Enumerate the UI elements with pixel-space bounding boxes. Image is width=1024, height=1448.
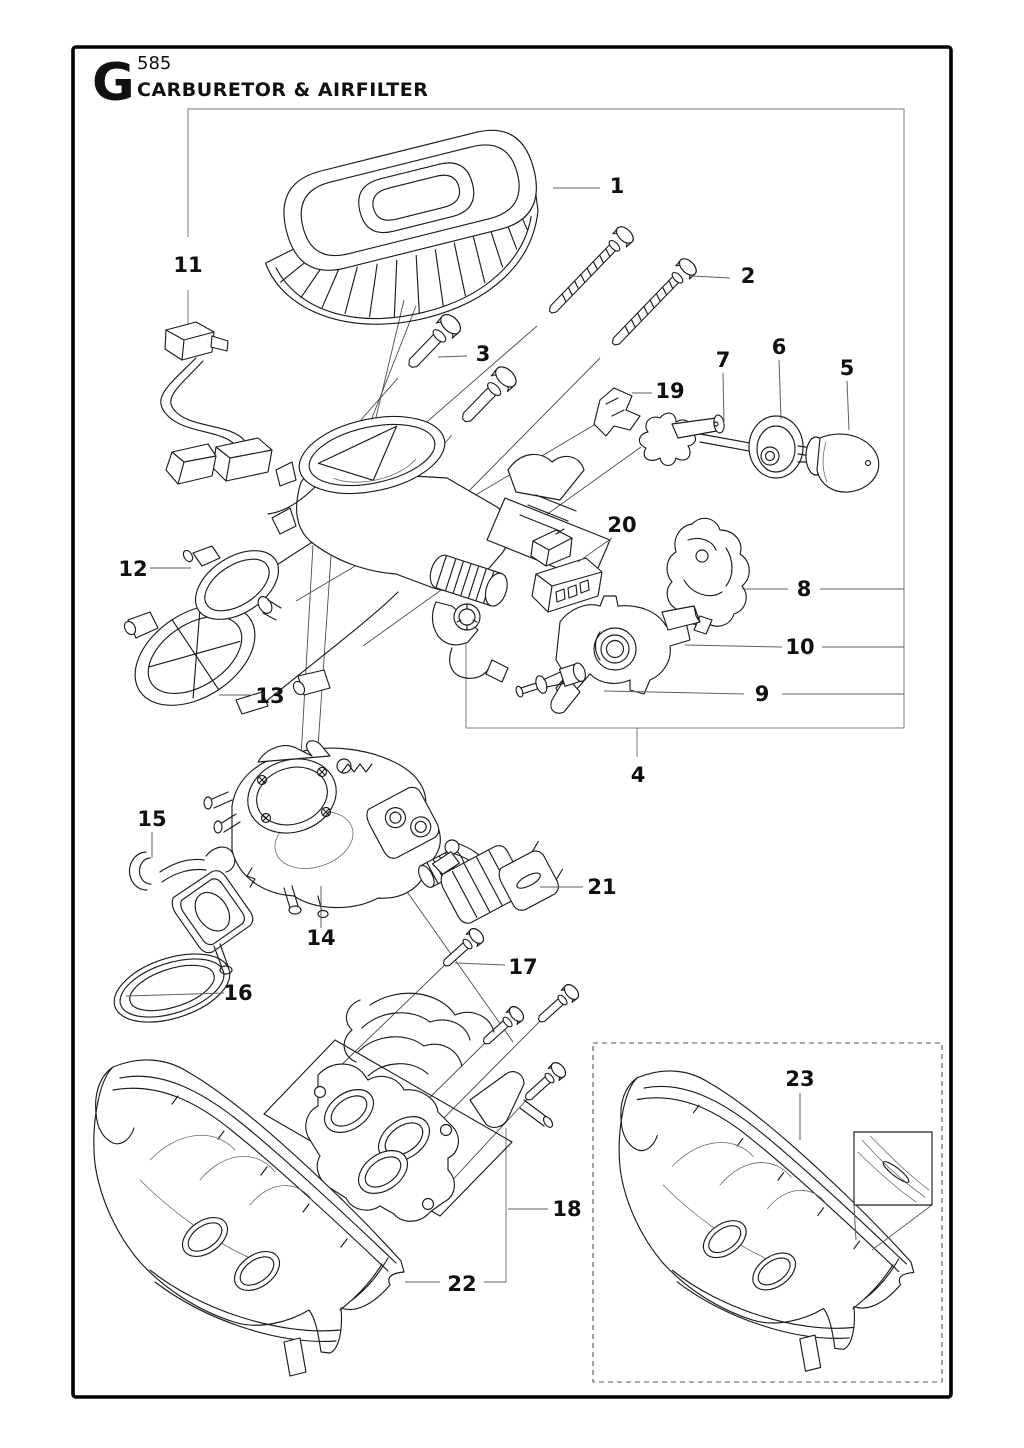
callout-10: 10 bbox=[785, 635, 815, 659]
callout-14: 14 bbox=[306, 926, 336, 950]
part-airfilter-cover-complete bbox=[619, 1071, 914, 1371]
page-title: CARBURETOR & AIRFILTER bbox=[137, 79, 429, 101]
part-screw-d bbox=[521, 1060, 568, 1105]
part-bolt-long-a bbox=[543, 224, 636, 319]
callout-19: 19 bbox=[655, 379, 685, 403]
callout-16: 16 bbox=[223, 981, 253, 1005]
callout-13: 13 bbox=[255, 684, 285, 708]
part-bolt-3 bbox=[402, 311, 464, 374]
callout-15: 15 bbox=[137, 807, 167, 831]
callout-18: 18 bbox=[552, 1197, 582, 1221]
callout-11: 11 bbox=[173, 253, 203, 277]
part-primer-assembly bbox=[639, 413, 878, 492]
callout-6: 6 bbox=[771, 335, 787, 359]
callout-4: 4 bbox=[630, 763, 646, 787]
part-screw-b bbox=[534, 982, 581, 1027]
part-seal-ring bbox=[106, 941, 239, 1035]
callout-7: 7 bbox=[715, 348, 731, 372]
callout-17: 17 bbox=[508, 955, 538, 979]
callout-9: 9 bbox=[754, 682, 770, 706]
callout-12: 12 bbox=[118, 557, 148, 581]
part-module bbox=[430, 809, 571, 938]
part-air-filter bbox=[247, 121, 562, 352]
assembly-group-frame bbox=[188, 109, 904, 1282]
callout-1: 1 bbox=[609, 174, 625, 198]
callout-20: 20 bbox=[607, 513, 637, 537]
part-6-ring bbox=[749, 416, 803, 478]
part-5-primer-bulb bbox=[798, 434, 879, 492]
callout-8: 8 bbox=[796, 577, 812, 601]
part-bolt-2 bbox=[606, 256, 699, 351]
callout-5: 5 bbox=[839, 356, 855, 380]
part-7-valve bbox=[639, 413, 725, 465]
section-letter: G bbox=[92, 53, 135, 113]
callout-3: 3 bbox=[475, 342, 491, 366]
callout-2: 2 bbox=[740, 264, 756, 288]
callout-23: 23 bbox=[785, 1067, 815, 1091]
model-number: 585 bbox=[137, 53, 172, 74]
part-bolt-long-b bbox=[455, 363, 519, 428]
header bbox=[92, 53, 428, 113]
callout-21: 21 bbox=[587, 875, 617, 899]
part-clip bbox=[594, 388, 640, 436]
part-lever-bracket bbox=[129, 847, 256, 974]
part-wiring-harness bbox=[161, 322, 272, 484]
callout-22: 22 bbox=[447, 1272, 477, 1296]
part-flange bbox=[551, 596, 700, 713]
